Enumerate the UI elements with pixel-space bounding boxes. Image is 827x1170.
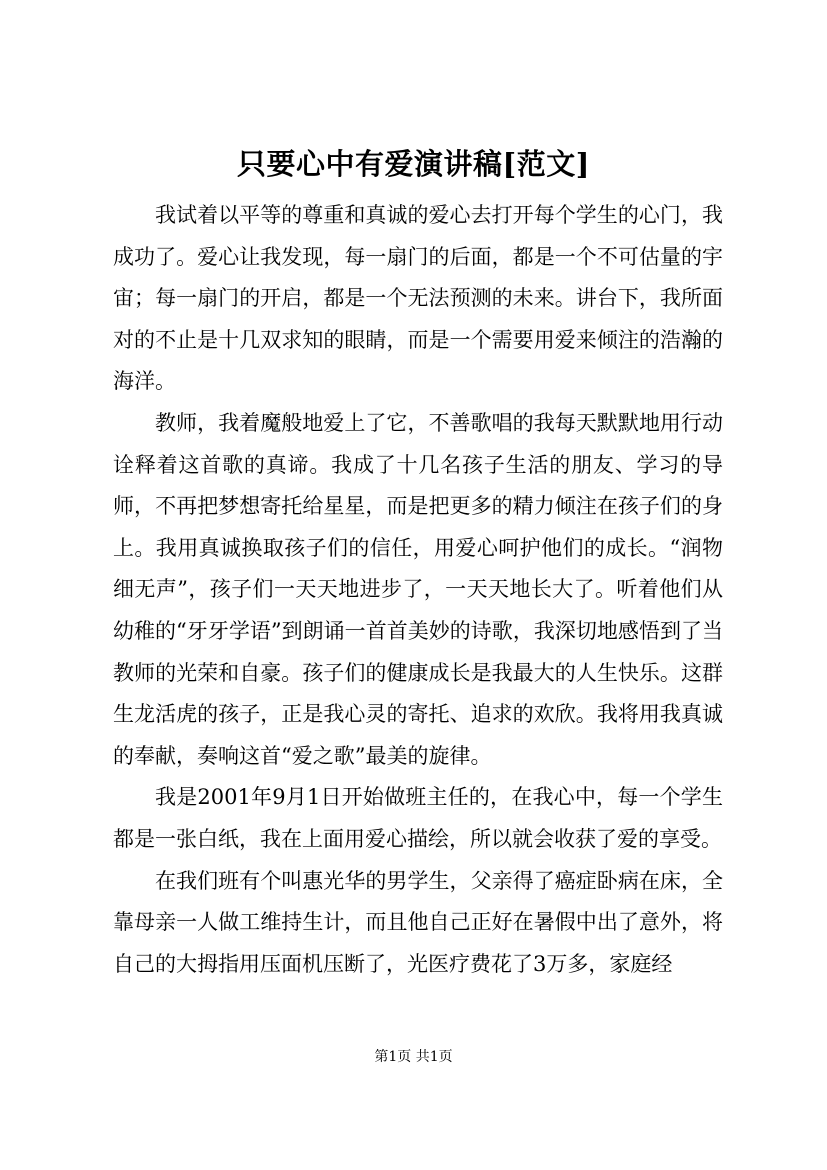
paragraph: 我是2001年9月1日开始做班主任的，在我心中，每一个学生都是一张白纸，我在上面用爱心描绘，所以就会收获了爱的享受。 (113, 785, 723, 851)
paragraph: 在我们班有个叫惠光华的男学生，父亲得了癌症卧病在床，全靠母亲一人做工维持生计，而且他自己正好在暑假中出了意外，将自己的大拇指用压面机压断了，光医疗费花了3万多，家庭经 (113, 868, 723, 976)
document-title: 只要心中有爱演讲稿[范文] (237, 147, 590, 181)
paragraph: 教师，我着魔般地爱上了它，不善歌唱的我每天默默地用行动诠释着这首歌的真谛。我成了十几名孩子生活的朋友、学习的导师，不再把梦想寄托给星星，而是把更多的精力倾注在孩子们的身上。我用真诚换取孩子们的信任，用爱心呵护他们的成长。“润物细无声”，孩子们一天天地进步了，一天天地长大了。听着他们从幼稚的“牙牙学语”到朗诵一首首美妙的诗歌，我深切地感悟到了当教师的光荣和自豪。孩子们的健康成长是我最大的人生快乐。这群生龙活虎的孩子，正是我心灵的寄托、追求的欢欣。我将用我真诚的奉献，奏响这首“爱之歌”最美的旋律。 (113, 410, 723, 768)
paragraph: 我试着以平等的尊重和真诚的爱心去打开每个学生的心门，我成功了。爱心让我发现，每一扇门的后面，都是一个不可估量的宇宙；每一扇门的开启，都是一个无法预测的未来。讲台下，我所面对的不止是十几双求知的眼睛，而是一个需要用爱来倾注的浩瀚的海洋。 (113, 203, 723, 394)
page-footer: 第1页 共1页 (374, 1049, 453, 1065)
document-body (113, 195, 723, 985)
